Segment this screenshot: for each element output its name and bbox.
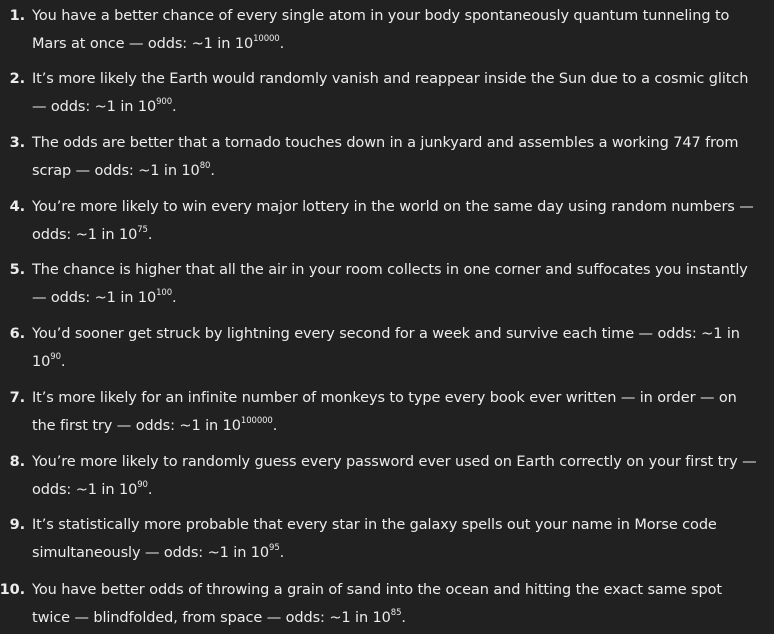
item-line2: simultaneously — odds: ~1 in 10	[32, 545, 270, 561]
item-end: .	[147, 227, 153, 243]
item-exponent: 10000	[253, 34, 280, 45]
item-line2: the first try — odds: ~1 in 10	[32, 418, 241, 434]
item-number: 7.	[9, 390, 25, 406]
item-text	[32, 576, 770, 632]
item-exponent: 900	[156, 97, 173, 108]
item-line1: It’s statistically more probable that every star in the galaxy spells out your name in Morse code	[32, 517, 717, 533]
item-exponent: 100	[156, 288, 173, 299]
item-line1: It’s more likely for an infinite number of monkeys to type every book ever written — in order — on	[32, 390, 737, 406]
item-end: .	[210, 163, 215, 179]
item-number: 9.	[9, 517, 25, 533]
item-end: .	[401, 610, 406, 626]
item-line2: odds: ~1 in 10	[32, 227, 138, 243]
item-exponent: 80	[199, 161, 211, 172]
item-line1: The chance is higher that all the air in your room collects in one corner and suffocates you instantly	[32, 262, 748, 278]
item-end: .	[60, 354, 66, 370]
item-number: 5.	[9, 262, 25, 278]
item-line1: It’s more likely the Earth would randomly vanish and reappear inside the Sun due to a cosmic glitch	[32, 71, 749, 87]
item-end: .	[279, 545, 285, 561]
item-line1: The odds are better that a tornado touches down in a junkyard and assembles a working 747 from	[32, 135, 739, 151]
item-exponent: 85	[390, 608, 402, 619]
item-number: 4.	[9, 199, 25, 215]
item-line1: You’d sooner get struck by lightning every second for a week and survive each time — odds: ~1 in	[32, 326, 740, 342]
item-text	[32, 320, 770, 376]
item-text	[32, 129, 770, 185]
item-exponent: 90	[50, 352, 61, 363]
item-end: .	[279, 36, 285, 52]
item-text	[32, 448, 770, 504]
item-exponent: 75	[137, 225, 148, 236]
item-text	[32, 511, 770, 567]
item-exponent: 100000	[240, 416, 273, 427]
item-line2: scrap — odds: ~1 in 10	[32, 163, 200, 179]
item-line2: Mars at once — odds: ~1 in 10	[32, 36, 254, 52]
item-end: .	[147, 482, 153, 498]
item-exponent: 95	[269, 543, 280, 554]
item-end: .	[272, 418, 278, 434]
item-line2: 10	[32, 354, 51, 370]
item-number: 3.	[9, 135, 25, 151]
item-text	[32, 2, 770, 58]
item-text	[32, 384, 770, 440]
item-number: 8.	[9, 454, 25, 470]
item-line1: You’re more likely to win every major lottery in the world on the same day using random numbers —	[32, 199, 754, 215]
item-line2: twice — blindfolded, from space — odds: ~1 in 10	[32, 610, 391, 626]
item-number: 10.	[0, 582, 25, 598]
item-end: .	[172, 290, 177, 306]
item-line1: You have better odds of throwing a grain of sand into the ocean and hitting the exact same spot	[32, 582, 722, 598]
item-text	[32, 256, 770, 312]
item-text	[32, 193, 770, 249]
item-line2: — odds: ~1 in 10	[32, 99, 157, 115]
item-number: 6.	[9, 326, 25, 342]
item-line1: You’re more likely to randomly guess every password ever used on Earth correctly on your first try —	[32, 454, 757, 470]
item-text	[32, 65, 770, 121]
item-exponent: 90	[137, 480, 148, 491]
item-line2: odds: ~1 in 10	[32, 482, 138, 498]
item-end: .	[172, 99, 177, 115]
item-number: 2.	[9, 71, 25, 87]
item-line2: — odds: ~1 in 10	[32, 290, 157, 306]
item-line1: You have a better chance of every single atom in your body spontaneously quantum tunneling to	[32, 8, 730, 24]
item-number: 1.	[9, 8, 25, 24]
